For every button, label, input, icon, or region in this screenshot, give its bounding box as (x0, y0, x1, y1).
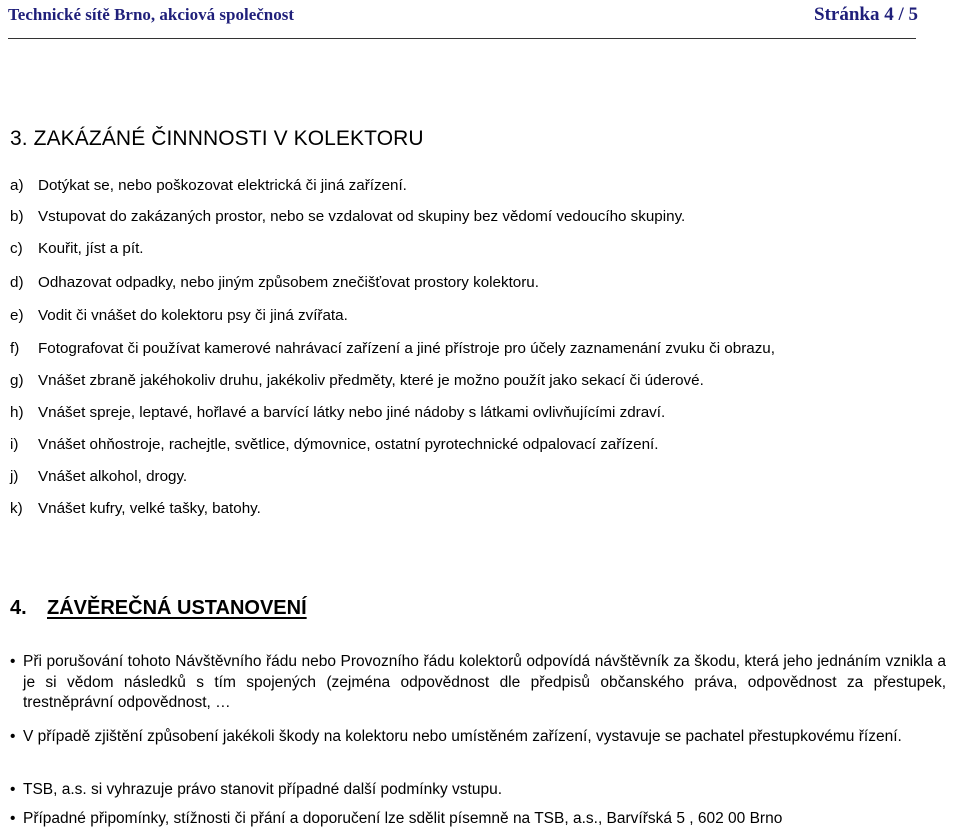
item-label: k) (10, 500, 23, 517)
list-item (10, 177, 407, 194)
list-item (10, 240, 144, 257)
header-divider (8, 38, 916, 39)
item-label: i) (10, 436, 19, 453)
item-label: a) (10, 177, 24, 194)
list-item (10, 340, 775, 357)
section-4-heading (10, 597, 307, 620)
bullet-icon: • (10, 810, 16, 827)
section-4-number: 4. (10, 597, 27, 619)
item-text: Vstupovat do zakázaných prostor, nebo se vzdalovat od skupiny bez vědomí vedoucího skupiny. (38, 208, 686, 225)
item-text: Dotýkat se, nebo poškozovat elektrická či jiná zařízení. (38, 177, 407, 194)
item-text: Vodit či vnášet do kolektoru psy či jiná zvířata. (38, 307, 348, 324)
bullet-text: Při porušování tohoto Návštěvního řádu nebo Provozního řádu kolektorů odpovídá návštěvník za škodu, která jeho jednáním vznikla a je si vědom následků s tím spojených (zejména odpovědnost dle předpisů občanského práva, odpovědnost za přestupek, trestněprávní odpovědnost, … (23, 653, 946, 711)
list-item (10, 404, 665, 421)
item-label: c) (10, 240, 23, 257)
company-name: Technické sítě Brno, akciová společnost (8, 5, 295, 24)
section-3-heading: 3. ZAKÁZÁNÉ ČINNNOSTI V KOLEKTORU (10, 127, 424, 150)
bullet-icon: • (10, 653, 16, 670)
bullet-item (10, 780, 946, 801)
bullet-item (10, 727, 946, 748)
bullet-icon: • (10, 781, 16, 798)
page-number: Stránka 4 / 5 (814, 4, 918, 25)
bullet-text: Případné připomínky, stížnosti či přání a doporučení lze sdělit písemně na TSB, a.s., Barvířská 5 , 602 00 Brno (23, 810, 783, 827)
list-item (10, 436, 659, 453)
bullet-item (10, 809, 946, 830)
item-label: g) (10, 372, 24, 389)
item-text: Fotografovat či používat kamerové nahrávací zařízení a jiné přístroje pro účely zaznamenání zvuku či obrazu, (38, 340, 775, 357)
item-text: Kouřit, jíst a pít. (38, 240, 144, 257)
item-label: h) (10, 404, 24, 421)
item-label: d) (10, 274, 24, 291)
item-text: Odhazovat odpadky, nebo jiným způsobem znečišťovat prostory kolektoru. (38, 274, 539, 291)
item-label: b) (10, 208, 24, 225)
list-item (10, 372, 704, 389)
bullet-icon: • (10, 728, 16, 745)
item-text: Vnášet alkohol, drogy. (38, 468, 188, 485)
list-item (10, 468, 187, 485)
list-item (10, 208, 685, 225)
item-label: j) (10, 468, 19, 485)
item-label: f) (10, 340, 20, 357)
item-text: Vnášet zbraně jakéhokoliv druhu, jakékoliv předměty, které je možno použít jako sekací či úderové. (38, 372, 704, 389)
list-item (10, 307, 348, 324)
list-item (10, 500, 261, 517)
section-4-title: ZÁVĚREČNÁ USTANOVENÍ (47, 597, 307, 619)
bullet-item (10, 652, 946, 714)
item-text: Vnášet spreje, leptavé, hořlavé a barvící látky nebo jiné nádoby s látkami ovlivňujícími zdraví. (38, 404, 666, 421)
item-text: Vnášet kufry, velké tašky, batohy. (38, 500, 261, 517)
item-text: Vnášet ohňostroje, rachejtle, světlice, dýmovnice, ostatní pyrotechnické odpalovací zařízení. (38, 436, 659, 453)
item-label: e) (10, 307, 24, 324)
bullet-text: V případě zjištění způsobení jakékoli škody na kolektoru nebo umístěném zařízení, vystavuje se pachatel přestupkovému řízení. (23, 728, 902, 745)
list-item (10, 274, 539, 291)
bullet-text: TSB, a.s. si vyhrazuje právo stanovit případné další podmínky vstupu. (23, 781, 503, 798)
page-header (8, 2, 918, 38)
